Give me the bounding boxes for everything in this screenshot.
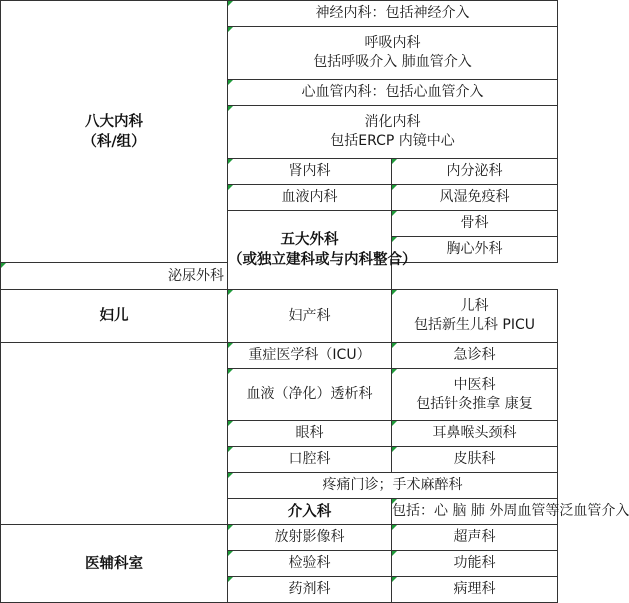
cell-orthopedics: 骨科	[392, 211, 558, 237]
cell-dermatology: 皮肤科	[392, 447, 558, 473]
cell-icu: 重症医学科（ICU）	[228, 343, 392, 369]
cell-rheumatology: 风湿免疫科	[392, 185, 558, 211]
cell-hematology: 血液内科	[228, 185, 392, 211]
section-auxiliary: 医辅科室	[1, 525, 228, 603]
cell-emergency: 急诊科	[392, 343, 558, 369]
section-intervention: 介入科	[228, 499, 392, 525]
cell-tcm	[392, 369, 558, 421]
cell-pathology: 病理科	[392, 577, 558, 603]
cell-pain-anesthesia: 疼痛门诊；手术麻醉科	[228, 473, 558, 499]
cell-tcm-detail: 包括针灸推拿 康复	[416, 395, 533, 412]
section-other	[1, 343, 228, 525]
cell-respiratory-detail: 包括呼吸介入 肺血管介入	[313, 54, 472, 70]
cell-urology: 泌尿外科	[1, 263, 392, 290]
section-five-subtitle: （或独立建科或与内科整合）	[228, 252, 417, 268]
cell-endocrinology: 内分泌科	[392, 159, 558, 185]
cell-pediatrics-title: 儿科	[460, 298, 489, 314]
cell-pediatrics	[392, 290, 558, 343]
cell-gastro-title: 消化内科	[364, 114, 421, 130]
section-eight-title: 八大内科	[85, 113, 143, 130]
cell-pharmacy: 药剂科	[228, 577, 392, 603]
cell-gastro	[228, 106, 558, 159]
cell-dialysis: 血液（净化）透析科	[228, 369, 392, 421]
cell-neurology: 神经内科：包括神经介入	[228, 1, 558, 27]
cell-ophthalmology: 眼科	[228, 421, 392, 447]
cell-laboratory: 检验科	[228, 551, 392, 577]
cell-ent: 耳鼻喉头颈科	[392, 421, 558, 447]
cell-function: 功能科	[392, 551, 558, 577]
cell-obstetrics: 妇产科	[228, 290, 392, 343]
cell-pediatrics-detail: 包括新生儿科 PICU	[413, 317, 536, 333]
section-obgyn-peds: 妇儿	[1, 290, 228, 343]
cell-gastro-detail: 包括ERCP 内镜中心	[330, 133, 455, 149]
section-eight-subtitle: （科/组）	[82, 133, 146, 150]
section-five-title: 五大外科	[280, 232, 339, 248]
cell-ultrasound: 超声科	[392, 525, 558, 551]
cell-nephrology: 肾内科	[228, 159, 392, 185]
cell-respiratory-title: 呼吸内科	[364, 35, 421, 51]
cell-cardiology: 心血管内科：包括心血管介入	[228, 80, 558, 106]
cell-thoracic: 胸心外科	[392, 237, 558, 263]
section-eight-internal	[1, 1, 228, 263]
cell-tcm-title: 中医科	[453, 376, 496, 393]
cell-radiology: 放射影像科	[228, 525, 392, 551]
cell-stomatology: 口腔科	[228, 447, 392, 473]
cell-respiratory	[228, 27, 558, 80]
cell-intervention-detail: 包括：心 脑 肺 外周血管等泛血管介入	[392, 499, 558, 525]
